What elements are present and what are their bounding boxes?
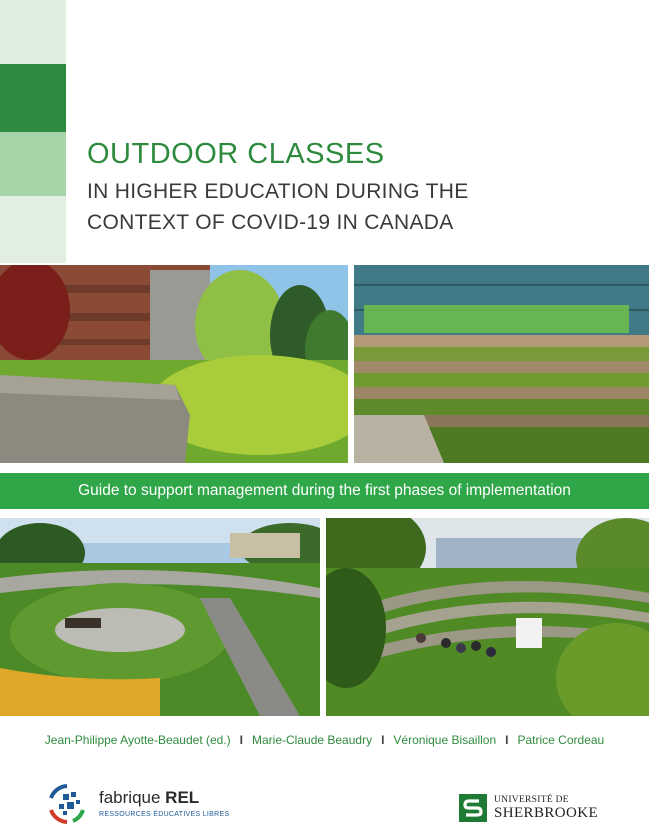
author-name: Marie-Claude Beaudry: [252, 733, 373, 747]
photo-amphitheater-sign: [354, 265, 649, 463]
university-line-1: UNIVERSITÉ DE: [494, 795, 569, 805]
publisher-name: fabrique REL: [99, 788, 200, 807]
photo-campus-garden: [0, 518, 320, 716]
decor-stripe: [0, 0, 66, 64]
author-name: Véronique Bisaillon: [393, 733, 497, 747]
cover-title: OUTDOOR CLASSES: [87, 138, 385, 170]
universite-sherbrooke-logo: [459, 794, 619, 824]
decor-stripe: [0, 64, 66, 132]
author-separator: I: [239, 733, 244, 747]
fabrique-rel-icon: [45, 782, 89, 826]
subtitle-banner: Guide to support management during the first phases of implementation: [0, 473, 649, 509]
decor-stripe: [0, 196, 66, 263]
publisher-tagline: RESSOURCES ÉDUCATIVES LIBRES: [99, 811, 230, 818]
author-list: [0, 733, 649, 747]
photo-campus-building: [0, 265, 348, 463]
author-name: Jean-Philippe Ayotte-Beaudet (ed.): [44, 733, 231, 747]
author-separator: I: [505, 733, 509, 747]
sherbrooke-s-icon: [459, 794, 487, 822]
author-name: Patrice Cordeau: [517, 733, 605, 747]
decor-stripe: [0, 132, 66, 196]
fabrique-rel-logo: [45, 782, 245, 828]
cover-subtitle-line-2: CONTEXT OF COVID-19 IN CANADA: [87, 211, 454, 234]
photo-outdoor-class: [326, 518, 649, 716]
cover-subtitle-line-1: IN HIGHER EDUCATION DURING THE: [87, 180, 469, 203]
university-line-2: SHERBROOKE: [494, 805, 599, 821]
author-separator: I: [381, 733, 385, 747]
